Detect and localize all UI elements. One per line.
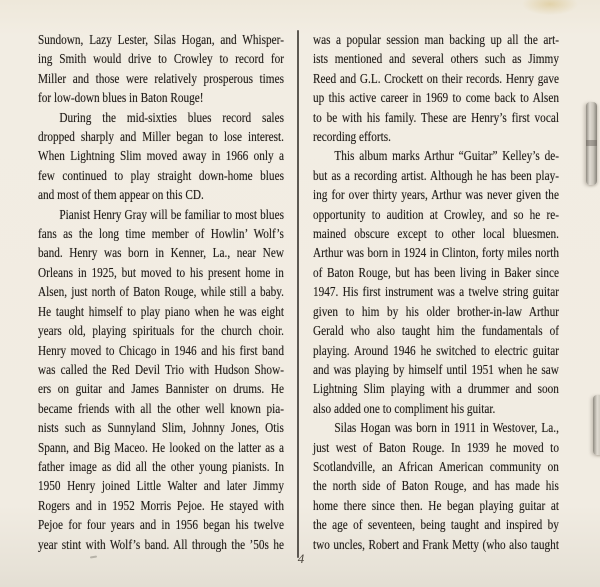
text-line: became friends with all the other well known pia- <box>38 400 284 416</box>
text-line: of Baton Rouge, but has been living in Baker since <box>313 264 559 280</box>
text-line: the age of seventeen, being taught and inspired by <box>313 517 559 533</box>
text-line: He taught himself to play piano when he was eight <box>38 303 284 319</box>
text-line: During the mid-sixties blues record sales <box>59 109 284 125</box>
text-line: Reed and G.L. Crockett on their records. Henry gave <box>313 70 559 86</box>
text-line: Pianist Henry Gray will be familiar to most blues <box>59 206 284 222</box>
text-line: fans as the long time member of Howlin’ Wolf’s <box>38 226 284 242</box>
text-line: father image as did all the other young pianists. In <box>38 458 284 474</box>
text-line: and most of them appear on this CD. <box>38 187 204 203</box>
text-line: 1950 Henry joined Little Walter and later Jimmy <box>38 478 284 494</box>
text-line: was called the Red Devil Trio with Hudson Show- <box>38 361 284 377</box>
text-line: playing. Around 1946 he switched to electric guitar <box>313 342 559 358</box>
text-line: Rogers and in 1952 Morris Pejoe. He stayed with <box>38 497 284 513</box>
column-divider-rule <box>297 30 299 558</box>
text-line: nists such as Sunnyland Slim, Johnny Jones, Otis <box>38 420 284 436</box>
text-line: Arthur was born in 1924 in Clinton, forty miles north <box>313 245 559 261</box>
text-line: opportunity to audition at Crowley, and so he re- <box>313 206 559 222</box>
text-line: ers on guitar and James Bannister on drums. He <box>38 381 284 397</box>
text-line: given to him by his older brother-in-law Arthur <box>313 303 559 319</box>
scan-smudge <box>90 556 97 559</box>
text-line: home there since then. He began playing guitar at <box>313 497 559 513</box>
text-line: ing for over thirty years, Arthur was never given the <box>313 187 559 203</box>
page-number: 4 <box>297 551 305 566</box>
text-line: was a popular session man backing up all the art- <box>313 32 559 47</box>
text-line: years old, playing spirituals for the church choir. <box>38 323 284 339</box>
text-line: and was playing by himself until 1951 when he saw <box>313 361 559 377</box>
text-column-right <box>313 30 559 554</box>
text-line: Gerald who also taught him the fundamentals of <box>313 323 559 339</box>
staple-top <box>586 102 597 185</box>
text-line: Miller and those were relatively prosperous times <box>38 70 284 86</box>
text-line: Orleans in 1925, but moved to his present home in <box>38 264 284 280</box>
text-column-left <box>38 30 284 554</box>
staple-bottom <box>593 395 600 455</box>
text-line: year stint with Wolf’s band. All through the ’50s he <box>38 536 284 552</box>
text-line: just west of Baton Rouge. In 1939 he moved to <box>313 439 559 455</box>
text-line: few continued to play straight down-home blues <box>38 167 284 183</box>
text-line: Lightning Slim playing with a drummer and soon <box>313 381 559 397</box>
text-line: Pejoe for four years and in 1956 began his twelve <box>38 517 284 533</box>
text-line: the north side of Baton Rouge, and has made his <box>313 478 559 494</box>
text-line: When Lightning Slim moved away in 1966 only a <box>38 148 284 164</box>
text-line: up this active career in 1969 to come back to Alsen <box>313 90 559 106</box>
text-line: to be with his family. These are Henry’s first vocal <box>313 109 559 125</box>
text-line: Henry moved to Chicago in 1946 and his first band <box>38 342 284 358</box>
text-line: Spann, and Big Maceo. He looked on the latter as a <box>38 439 284 455</box>
text-line: Alsen, just north of Baton Rouge, while still a baby. <box>38 284 284 300</box>
text-line: This album marks Arthur “Guitar” Kelley’s de- <box>334 148 559 164</box>
text-line: but as a recording artist. Although he has been play- <box>313 167 559 183</box>
text-line: Silas Hogan was born in 1911 in Westover, La., <box>334 420 559 436</box>
text-line: Sundown, Lazy Lester, Silas Hogan, and Whisper- <box>38 32 284 47</box>
text-line: mained obscure except to other local bluesmen. <box>313 226 559 242</box>
paper-stain <box>515 0 585 18</box>
text-line: two uncles, Robert and Frank Metty (who also taught <box>313 536 559 552</box>
text-line: dropped sharply and Miller began to lose interest. <box>38 129 284 145</box>
text-line: 1947. His first instrument was a twelve string guitar <box>313 284 559 300</box>
text-line: Scotlandville, an African American community on <box>313 458 559 474</box>
text-line: recording efforts. <box>313 129 391 145</box>
text-line: ing Smith would drive to Crowley to record for <box>38 51 284 67</box>
text-line: band. Henry was born in Kenner, La., near New <box>38 245 284 261</box>
text-line: ists mentioned and several others such as Jimmy <box>313 51 559 67</box>
text-line: also added one to compliment his guitar. <box>313 400 496 416</box>
text-line: for low-down blues in Baton Rouge! <box>38 90 204 106</box>
staple-joint <box>586 140 597 146</box>
